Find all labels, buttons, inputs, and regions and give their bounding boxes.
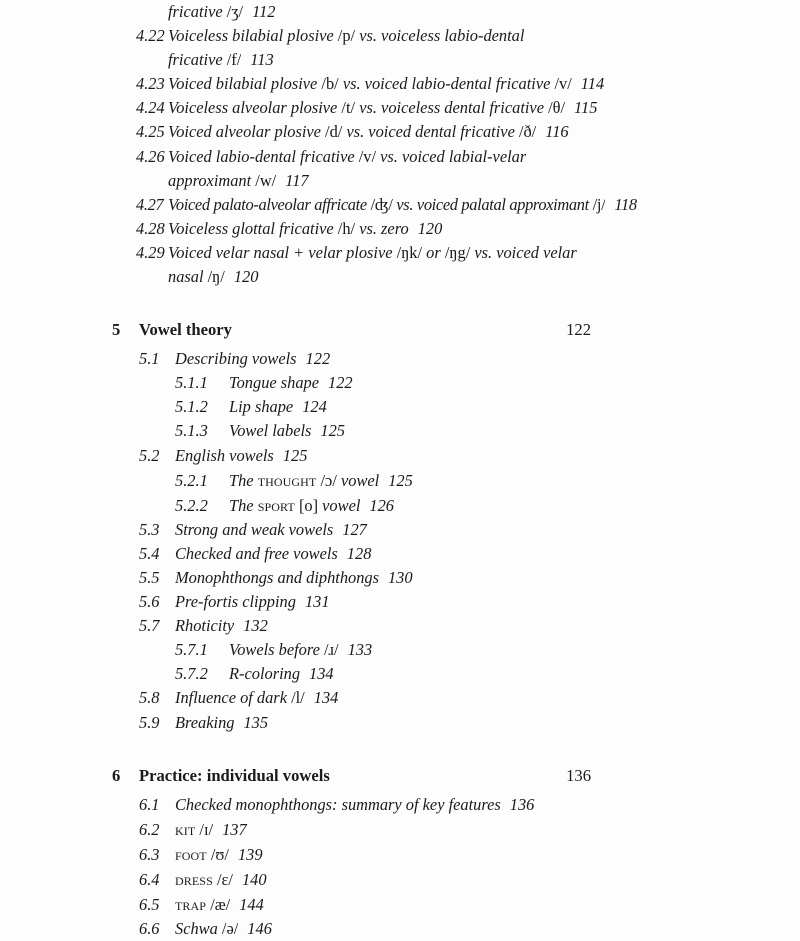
chapter-heading-6[interactable]	[0, 763, 800, 789]
entry-title: Voiced labio-dental fricative /v/ vs. voiced labial-velar	[168, 146, 527, 166]
section-number: 5.9	[139, 712, 160, 732]
entry-page: 118	[614, 194, 637, 214]
section-number: 6.5	[139, 895, 160, 914]
subsection-number: 5.2.1	[175, 470, 208, 490]
subsection-title: Vowel labels	[229, 421, 312, 441]
toc-entry[interactable]	[0, 96, 800, 120]
chapter-page: 122	[566, 320, 591, 340]
chapter-title: Practice: individual vowels	[139, 765, 330, 785]
toc-entry[interactable]	[0, 241, 800, 265]
toc-subsection[interactable]	[0, 493, 800, 518]
ipa-symbol: /f/	[226, 50, 242, 70]
section-page: 127	[342, 519, 367, 539]
subsection-title: Vowels before /ɹ/	[229, 640, 339, 660]
ipa-symbol: /ʤ/	[370, 194, 393, 214]
section-number: 5.7	[139, 616, 160, 636]
entry-number: 4.24	[136, 98, 165, 118]
entry-number: 4.22	[136, 26, 165, 46]
entry-title: fricative /f/	[168, 50, 242, 70]
lexical-set-label: foot	[175, 843, 207, 864]
section-page: 137	[222, 819, 247, 839]
ipa-symbol: /p/	[337, 26, 356, 46]
section-title: Schwa /ə/	[175, 919, 239, 939]
ipa-symbol: /ŋ/	[207, 267, 225, 287]
ipa-symbol: [o]	[298, 495, 319, 515]
section-number: 6.4	[139, 869, 160, 889]
chapter-6-block	[0, 763, 800, 941]
ipa-symbol: /t/	[341, 98, 356, 118]
section-title: Pre-fortis clipping	[175, 592, 296, 612]
entry-title: Voiced bilabial plosive /b/ vs. voiced labio-dental fricative /v/	[168, 74, 572, 94]
ipa-symbol: /ŋg/	[444, 242, 471, 262]
entry-title: Voiceless glottal fricative /h/ vs. zero	[168, 218, 409, 238]
section-title: Checked monophthongs: summary of key features	[175, 794, 501, 814]
toc-entry-wrap[interactable]	[0, 169, 800, 193]
ipa-symbol: /v/	[358, 146, 377, 166]
subsection-page: 125	[320, 421, 345, 441]
section-page: 136	[509, 794, 535, 814]
subsection-page: 125	[388, 470, 413, 490]
lexical-set-label: thought	[257, 469, 317, 490]
toc-subsection[interactable]	[0, 395, 800, 419]
section-page: 132	[243, 616, 268, 636]
lexical-set-label: trap	[175, 894, 207, 914]
entry-number: 4.26	[136, 146, 165, 166]
section-title: Breaking	[175, 712, 235, 732]
subsection-page: 133	[347, 640, 373, 660]
toc-subsection[interactable]	[0, 638, 800, 662]
toc-section[interactable]	[0, 686, 800, 710]
ipa-symbol: /ɹ/	[324, 640, 339, 660]
entry-title: Voiced velar nasal + velar plosive /ŋk/ or /ŋg/ vs. voiced velar	[168, 242, 577, 262]
entry-title: approximant /w/	[168, 170, 277, 190]
ipa-symbol: /ə/	[221, 919, 239, 939]
subsection-page: 122	[328, 373, 353, 393]
toc-entry[interactable]	[0, 0, 800, 24]
entry-page: 117	[285, 170, 309, 190]
toc-section[interactable]	[0, 347, 800, 371]
entry-title: Voiceless alveolar plosive /t/ vs. voiceless dental fricative /θ/	[168, 98, 566, 118]
toc-entry[interactable]	[0, 217, 800, 241]
ipa-symbol: /ɛ/	[216, 869, 233, 889]
lexical-set-label: sport	[257, 494, 295, 515]
subsection-number: 5.1.3	[175, 421, 208, 441]
entry-number: 4.28	[136, 218, 165, 238]
section-number: 6.2	[139, 819, 160, 839]
section-number: 6.1	[139, 794, 160, 814]
ipa-symbol: /ʒ/	[226, 2, 244, 21]
section-number: 5.6	[139, 592, 160, 612]
entry-page: 120	[417, 218, 443, 238]
ipa-symbol: /ð/	[518, 122, 537, 142]
section-page: 128	[346, 543, 372, 563]
toc-subsection[interactable]	[0, 419, 800, 443]
ipa-symbol: /j/	[592, 194, 606, 214]
toc-section[interactable]	[0, 614, 800, 638]
subsection-page: 124	[302, 397, 327, 417]
ipa-symbol: /l/	[291, 688, 305, 708]
toc-entry[interactable]	[0, 145, 800, 169]
toc-entry-wrap[interactable]	[0, 265, 800, 289]
subsection-number: 5.7.2	[175, 664, 208, 684]
toc-section[interactable]	[0, 817, 800, 842]
ipa-symbol: /ɪ/	[199, 819, 214, 839]
subsection-number: 5.7.1	[175, 640, 208, 660]
toc-section[interactable]	[0, 518, 800, 542]
section-page: 139	[237, 844, 263, 864]
entry-page: 120	[233, 267, 259, 287]
entry-number: 4.27	[136, 194, 164, 214]
toc-section[interactable]	[0, 444, 800, 468]
toc-subsection[interactable]	[0, 371, 800, 395]
section-page: 131	[304, 592, 330, 612]
toc-entry[interactable]	[0, 193, 800, 217]
toc-subsection[interactable]	[0, 468, 800, 493]
entry-page: 114	[580, 74, 605, 94]
section-page: 130	[387, 567, 413, 587]
toc-entry[interactable]	[0, 72, 800, 96]
section-title	[175, 842, 229, 867]
ipa-symbol: /æ/	[210, 895, 231, 914]
section-title: Influence of dark /l/	[175, 688, 305, 708]
section-number: 5.5	[139, 567, 160, 587]
section-title	[175, 867, 233, 892]
toc-section[interactable]	[0, 793, 800, 817]
chapter-page: 136	[566, 765, 591, 785]
subsection-page: 126	[369, 495, 394, 515]
section-number: 6.3	[139, 844, 160, 864]
section-title: Strong and weak vowels	[175, 519, 334, 539]
section-title	[175, 817, 213, 842]
entry-page: 116	[545, 122, 569, 142]
section-number: 5.1	[139, 349, 160, 369]
section-page: 144	[239, 895, 264, 914]
subsection-title: The sport [o] vowel	[229, 494, 361, 515]
entry-number: 4.29	[136, 242, 165, 262]
toc-entry-wrap[interactable]	[0, 48, 800, 72]
subsection-number: 5.2.2	[175, 495, 208, 515]
section-gap	[0, 735, 800, 763]
section-number: 5.3	[139, 519, 160, 539]
section-page: 135	[243, 712, 269, 732]
entry-title: Voiceless bilabial plosive /p/ vs. voiceless labio-dental	[168, 26, 525, 46]
section-page: 140	[241, 869, 267, 889]
section-page: 134	[313, 688, 339, 708]
ipa-symbol: /ŋk/	[396, 242, 423, 262]
toc-entry[interactable]	[0, 24, 800, 48]
ipa-symbol: /w/	[255, 170, 277, 190]
toc-section[interactable]	[0, 917, 800, 941]
entry-title: fricative /ʒ/	[168, 2, 244, 21]
ipa-symbol: /v/	[554, 74, 572, 94]
chapter-heading-5[interactable]	[0, 317, 800, 343]
section-title: Checked and free vowels	[175, 543, 338, 563]
subsection-title: Tongue shape	[229, 373, 320, 393]
lexical-set-label: kit	[175, 818, 196, 839]
ipa-symbol: /ɔ/	[320, 470, 337, 490]
entry-title: nasal /ŋ/	[168, 267, 225, 287]
subsection-title: The thought /ɔ/ vowel	[229, 469, 380, 490]
subsection-number: 5.1.1	[175, 373, 208, 393]
toc-section[interactable]	[0, 867, 800, 892]
subsection-title: R-coloring	[229, 664, 301, 684]
section-page: 125	[282, 445, 308, 465]
toc-entry[interactable]	[0, 120, 800, 144]
toc-section[interactable]	[0, 566, 800, 590]
ipa-symbol: /h/	[337, 218, 356, 238]
chapter-number: 6	[112, 765, 121, 785]
toc-section[interactable]	[0, 542, 800, 566]
chapter-5-block	[0, 317, 800, 735]
ipa-symbol: /b/	[321, 74, 339, 94]
section-title: Monophthongs and diphthongs	[175, 567, 379, 587]
section-page: 146	[247, 919, 272, 939]
ipa-symbol: /ʊ/	[210, 844, 229, 864]
section-gap	[0, 289, 800, 317]
section-title: English vowels	[175, 445, 274, 465]
toc-section[interactable]	[0, 892, 800, 917]
section-number: 5.4	[139, 543, 160, 563]
section-number: 5.8	[139, 688, 160, 708]
entry-number: 4.23	[136, 74, 165, 94]
subsection-title: Lip shape	[229, 397, 294, 417]
chapter-number: 5	[112, 320, 121, 340]
entry-page: 112	[252, 2, 276, 21]
toc-section[interactable]	[0, 590, 800, 614]
chapter-title: Vowel theory	[139, 320, 232, 340]
section-number: 5.2	[139, 445, 160, 465]
toc-section[interactable]	[0, 711, 800, 735]
subsection-number: 5.1.2	[175, 397, 208, 417]
entry-page: 113	[250, 50, 274, 70]
ipa-symbol: /d/	[325, 122, 343, 142]
section-title: Describing vowels	[175, 349, 297, 369]
toc-subsection[interactable]	[0, 662, 800, 686]
ipa-symbol: /θ/	[548, 98, 566, 118]
entry-number: 4.25	[136, 122, 165, 142]
toc-section[interactable]	[0, 842, 800, 867]
entry-title: Voiced alveolar plosive /d/ vs. voiced dental fricative /ð/	[168, 122, 537, 142]
chapter-4-entries	[0, 0, 800, 289]
section-number: 6.6	[139, 919, 160, 939]
entry-title: Voiced palato-alveolar affricate /ʤ/ vs. voiced palatal approximant /j/	[168, 194, 606, 214]
lexical-set-label: dress	[175, 868, 213, 889]
section-title: Rhoticity	[175, 616, 235, 636]
section-page: 122	[305, 349, 331, 369]
subsection-page: 134	[309, 664, 334, 684]
section-title	[175, 892, 230, 917]
entry-page: 115	[574, 98, 598, 118]
